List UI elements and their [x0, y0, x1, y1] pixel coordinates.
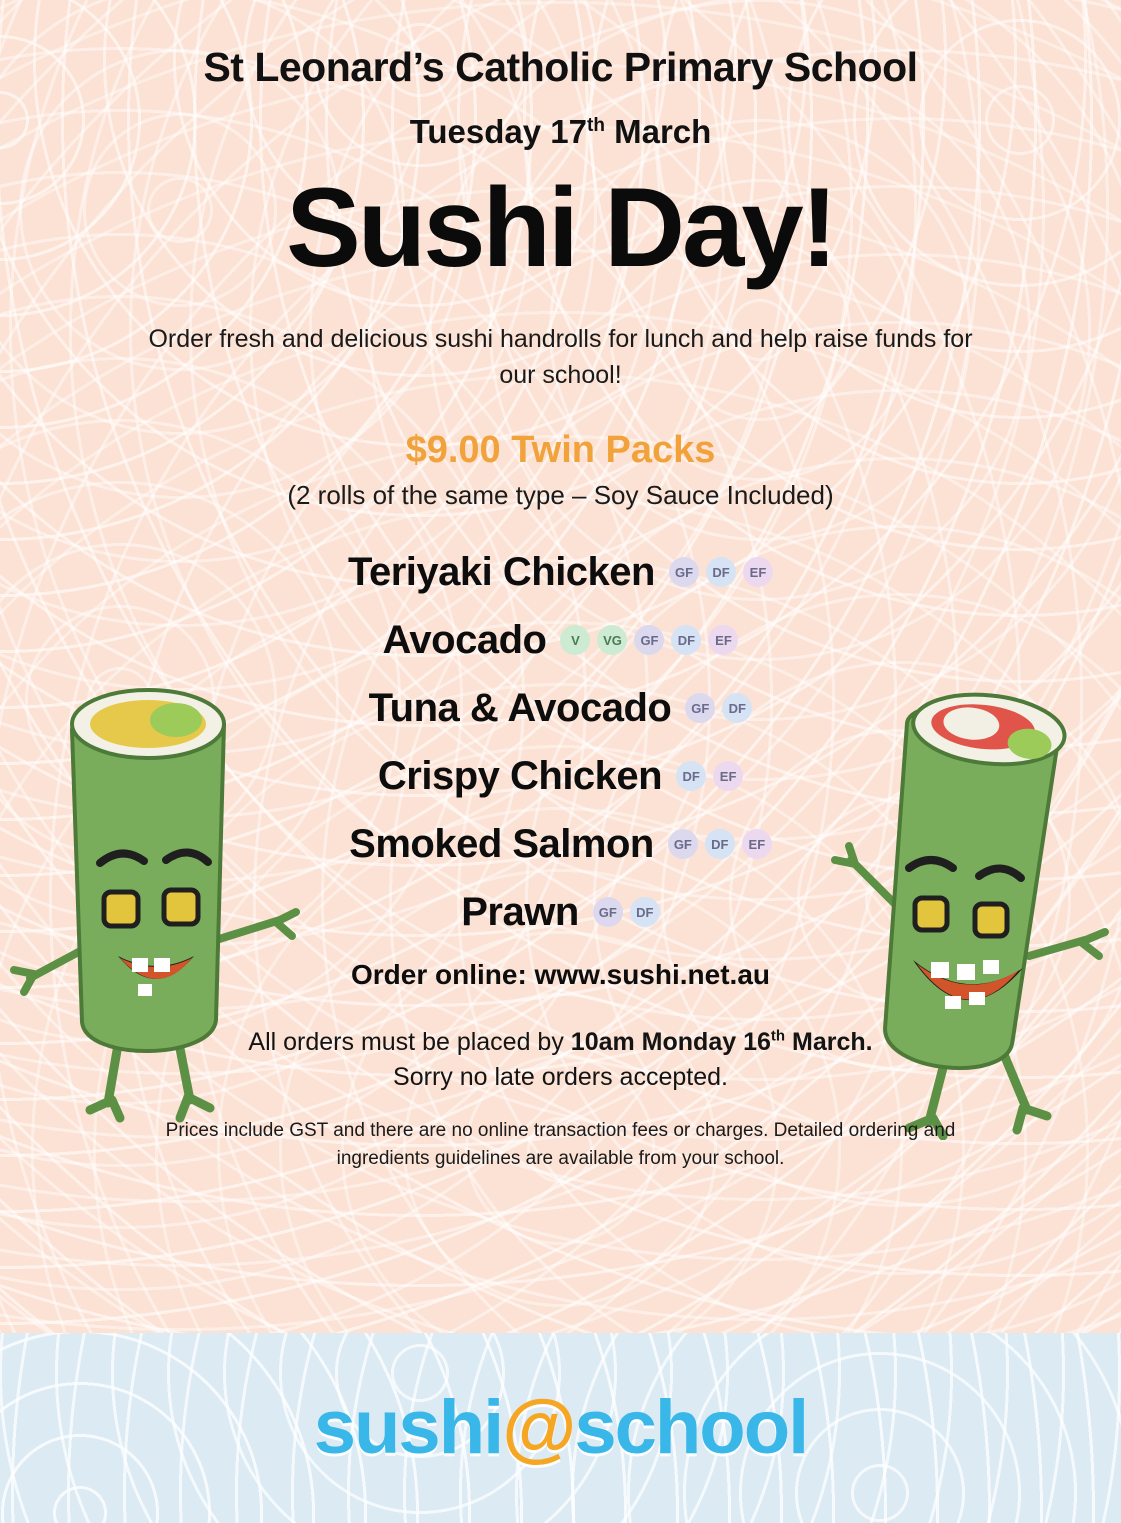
event-date-day: Tuesday 17 [409, 113, 587, 150]
dietary-tag-df: DF [705, 829, 735, 859]
page-title: Sushi Day! [286, 165, 835, 290]
logo-at-symbol: @ [502, 1385, 575, 1470]
deadline-second-line: Sorry no late orders accepted. [393, 1063, 728, 1092]
dietary-tag-group [593, 897, 660, 927]
menu-item [0, 745, 1121, 807]
menu-item [0, 881, 1121, 943]
menu-item-name: Crispy Chicken [377, 753, 663, 798]
dietary-tag-group [676, 761, 743, 791]
dietary-tag-df: DF [722, 693, 752, 723]
dietary-tag-gf: GF [593, 897, 623, 927]
deadline-month: March. [785, 1028, 873, 1057]
menu-item [0, 609, 1121, 671]
dietary-tag-df: DF [630, 897, 660, 927]
footer-band [0, 1333, 1121, 1523]
dietary-tag-group [668, 829, 772, 859]
menu-item-name: Tuna & Avocado [368, 685, 672, 730]
dietary-tag-v: V [560, 625, 590, 655]
price-note: (2 rolls of the same type – Soy Sauce Included) [287, 480, 834, 511]
menu-item-name: Avocado [382, 617, 547, 662]
dietary-tag-gf: GF [685, 693, 715, 723]
intro-text: Order fresh and delicious sushi handrolls for lunch and help raise funds for our school! [148, 324, 973, 389]
dietary-tag-ef: EF [742, 829, 772, 859]
order-deadline [171, 1025, 951, 1095]
event-date [0, 113, 1121, 151]
dietary-tag-gf: GF [668, 829, 698, 859]
menu-item [0, 541, 1121, 603]
school-name: St Leonard’s Catholic Primary School [203, 44, 918, 90]
deadline-ordinal: th [770, 1027, 786, 1045]
menu-item [0, 677, 1121, 739]
deadline-time: 10am Monday 16 [570, 1028, 771, 1057]
dietary-tag-df: DF [676, 761, 706, 791]
menu-list [0, 541, 1121, 943]
fine-print: Prices include GST and there are no online transaction fees or charges. Detailed ordering and ingredients guidelines are available from your school. [165, 1120, 956, 1169]
deadline-prefix: All orders must be placed by [248, 1028, 571, 1057]
event-date-ordinal: th [587, 115, 605, 136]
menu-item-name: Smoked Salmon [349, 821, 654, 866]
dietary-tag-group [685, 693, 752, 723]
dietary-tag-gf: GF [634, 625, 664, 655]
order-online-link[interactable]: Order online: www.sushi.net.au [350, 959, 770, 991]
dietary-tag-df: DF [706, 557, 736, 587]
dietary-tag-ef: EF [713, 761, 743, 791]
dietary-tag-group [560, 625, 738, 655]
menu-item-name: Prawn [461, 889, 579, 934]
price-heading: $9.00 Twin Packs [405, 429, 716, 472]
dietary-tag-group [669, 557, 773, 587]
dietary-tag-ef: EF [743, 557, 773, 587]
logo-part-sushi: sushi [313, 1385, 503, 1470]
dietary-tag-vg: VG [597, 625, 627, 655]
dietary-tag-ef: EF [708, 625, 738, 655]
sushi-at-school-logo [313, 1385, 808, 1470]
logo-part-school: school [574, 1385, 808, 1470]
dietary-tag-gf: GF [669, 557, 699, 587]
menu-item [0, 813, 1121, 875]
menu-item-name: Teriyaki Chicken [348, 549, 655, 594]
dietary-tag-df: DF [671, 625, 701, 655]
event-date-month: March [604, 113, 712, 150]
